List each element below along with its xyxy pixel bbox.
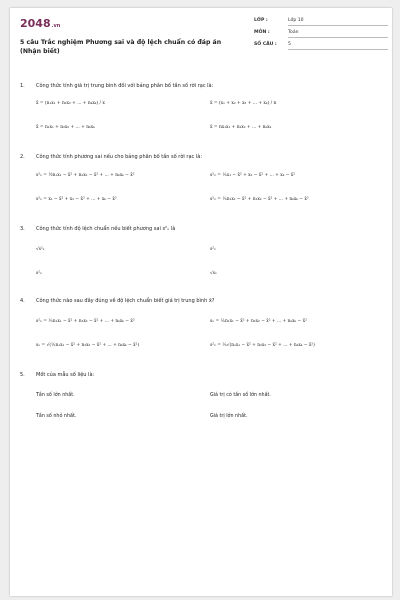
q5-option-b[interactable]: Giá trị có tần số lớn nhất.	[210, 393, 271, 398]
q5-option-d[interactable]: Giá trị lớn nhất.	[210, 414, 248, 419]
meta-subject: MÔN : Toán	[254, 30, 299, 35]
question-2	[20, 154, 382, 160]
q3-option-a[interactable]: √s²ₓ	[36, 247, 45, 252]
q5-option-c[interactable]: Tần số nhỏ nhất.	[36, 414, 77, 419]
q4-option-b[interactable]: sₓ = ⅟ₙn₁x₁ − x̄² + n₂x₂ − x̄² + ... + nₖxₖ − x̄²	[210, 319, 307, 324]
q1-option-b[interactable]: x̄ = (x₁ + x₂ + x₃ + ... + xₖ) / n	[210, 101, 277, 106]
q2-option-d[interactable]: s²ₓ = ⅟ₙn₁x₁ − x̄² + n₂x₂ − x̄² + ... + nₖxₖ − x̄²	[210, 197, 309, 202]
q2-option-b[interactable]: s²ₓ = ⅟ₙx₁ − x̄² + x₂ − x̄² + ... + xₖ − x̄²	[210, 173, 296, 178]
brand-logo[interactable]: 2048.vn	[20, 17, 61, 30]
q1-option-d[interactable]: x̄ = nx₁x₁ + n₂x₂ + ... + nₖxₖ	[210, 125, 272, 130]
q2-option-c[interactable]: s²ₓ = x₁ − x̄² + x₂ − x̄² + ... + xₖ − x̄²	[36, 197, 117, 202]
q1-option-c[interactable]: x̄ = n₁x₁ + n₂x₂ + ... + nₖxₖ	[36, 125, 95, 130]
q4-option-c[interactable]: sₓ = √(⅟ₙn₁x₁ − x̄² + n₂x₂ − x̄² + ... + nₖxₖ − x̄²)	[36, 343, 140, 348]
question-5	[20, 372, 382, 378]
q5-option-a[interactable]: Tần số lớn nhất.	[36, 393, 75, 398]
q2-option-a[interactable]: s²ₓ = ½n₁x₁ − x̄² + n₂x₂ − x̄² + ... + nₖxₖ − x̄²	[36, 173, 135, 178]
q3-option-c[interactable]: s²ₓ	[36, 271, 42, 276]
meta-question-count: SỐ CÂU : 5	[254, 42, 291, 47]
question-3	[20, 226, 382, 232]
question-1-text: 1. Công thức tính giá trị trung bình đối với bảng phân bố tần số rời rạc là:	[20, 83, 214, 89]
q1-option-a[interactable]: x̄ = (n₁x₁ + n₂x₂ + ... + nₖxₖ) / x	[36, 101, 105, 106]
worksheet-page	[10, 8, 392, 596]
question-2-text: 2. Công thức tính phương sai nếu cho bảng phân bố tần số rời rạc là:	[20, 154, 202, 160]
question-5-text: 5. Mốt của mẫu số liệu là:	[20, 372, 95, 378]
question-3-text: 3. Công thức tính độ lệch chuẩn nếu biết phương sai s²ₓ là	[20, 226, 176, 232]
document-title: 5 câu Trắc nghiệm Phương sai và độ lệch chuẩn có đáp án (Nhận biết)	[20, 39, 222, 55]
q3-option-d[interactable]: √sₓ	[210, 271, 217, 276]
q3-option-b[interactable]: s²ₓ	[210, 247, 216, 252]
question-1	[20, 83, 382, 89]
question-4	[20, 298, 382, 304]
q4-option-a[interactable]: s²ₓ = ⅟ₙn₁x₁ − x̄² + n₂x₂ − x̄² + ... + nₖxₖ − x̄²	[36, 319, 135, 324]
meta-class: LỚP : Lớp 10	[254, 18, 304, 23]
question-4-text: 4. Công thức nào sau đây đúng về độ lệch chuẩn biết giá trị trung bình x̄?	[20, 298, 215, 304]
q4-option-d[interactable]: s²ₓ = ⅟ₙ√(n₁x₁ − x̄² + n₂x₂ − x̄² + ... + nₖxₖ − x̄²)	[210, 343, 315, 348]
